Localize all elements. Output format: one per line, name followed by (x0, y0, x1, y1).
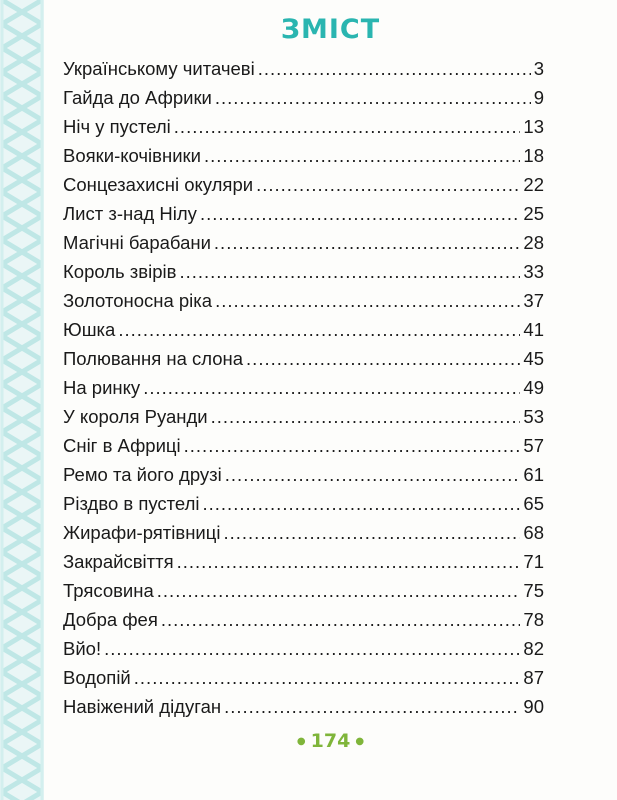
toc-entry-page: 75 (523, 580, 544, 601)
toc-entry-title: Українському читачеві (63, 58, 255, 79)
toc-entry[interactable] (63, 692, 544, 721)
toc-entry-page: 87 (523, 667, 544, 688)
toc-entry-page: 49 (523, 377, 544, 398)
toc-entry-title: Закрайсвіття (63, 551, 174, 572)
toc-entry-title: Ніч у пустелі (63, 116, 171, 137)
toc-entry-title: Ремо та його друзі (63, 464, 222, 485)
toc-entry[interactable] (63, 344, 544, 373)
toc-entry[interactable] (63, 431, 544, 460)
dot-leader (256, 170, 520, 199)
toc-entry-page: 71 (523, 551, 544, 572)
toc-entry[interactable] (63, 170, 544, 199)
toc-entry-title: У короля Руанди (63, 406, 208, 427)
toc-entry-title: На ринку (63, 377, 141, 398)
dot-leader (157, 576, 521, 605)
toc-entry-page: 41 (523, 319, 544, 340)
toc-entry-title: Король звірів (63, 261, 177, 282)
dot-leader (174, 112, 521, 141)
dot-leader (204, 141, 520, 170)
toc-entry-title: Юшка (63, 319, 116, 340)
toc-entry[interactable] (63, 605, 544, 634)
toc-entry[interactable] (63, 228, 544, 257)
toc-entry-title: Лист з-над Нілу (63, 203, 197, 224)
toc-entry-page: 82 (523, 638, 544, 659)
toc-entry-page: 37 (523, 290, 544, 311)
toc-entry-page: 53 (523, 406, 544, 427)
decorative-border (0, 0, 44, 800)
dot-leader (104, 634, 520, 663)
toc-entry-title: Сніг в Африці (63, 435, 181, 456)
toc-entry[interactable] (63, 315, 544, 344)
toc-entry[interactable] (63, 54, 544, 83)
table-of-contents (63, 54, 544, 721)
toc-entry-page: 65 (523, 493, 544, 514)
toc-entry-title: Вйо! (63, 638, 102, 659)
ornament-dot-icon: ● (296, 736, 306, 747)
dot-leader (134, 663, 521, 692)
toc-entry-title: Полювання на слона (63, 348, 244, 369)
toc-entry-page: 90 (523, 696, 544, 717)
toc-entry-title: Жирафи-рятівниці (63, 522, 221, 543)
dot-leader (177, 547, 521, 576)
toc-entry-page: 61 (523, 464, 544, 485)
toc-entry-title: Навіжений дідуган (63, 696, 222, 717)
dot-leader (211, 402, 521, 431)
dot-leader (225, 460, 521, 489)
toc-entry-page: 13 (523, 116, 544, 137)
toc-entry[interactable] (63, 83, 544, 112)
toc-entry[interactable] (63, 257, 544, 286)
dot-leader (215, 286, 520, 315)
dot-leader (214, 228, 521, 257)
toc-entry[interactable] (63, 112, 544, 141)
toc-entry[interactable] (63, 373, 544, 402)
toc-entry-title: Магічні барабани (63, 232, 211, 253)
toc-entry[interactable] (63, 518, 544, 547)
dot-leader (203, 489, 521, 518)
toc-entry-title: Добра фея (63, 609, 158, 630)
toc-entry-title: Сонцезахисні окуляри (63, 174, 254, 195)
dot-leader (246, 344, 520, 373)
toc-entry-page: 22 (523, 174, 544, 195)
dot-leader (143, 373, 520, 402)
ornament-dot-icon: ● (355, 736, 365, 747)
toc-entry-page: 68 (523, 522, 544, 543)
toc-entry-page: 3 (533, 58, 544, 79)
toc-entry-title: Різдво в пустелі (63, 493, 200, 514)
toc-entry-page: 18 (523, 145, 544, 166)
toc-entry[interactable] (63, 634, 544, 663)
toc-entry-title: Водопій (63, 667, 131, 688)
lattice-pattern-icon (0, 0, 44, 800)
toc-entry[interactable] (63, 547, 544, 576)
dot-leader (215, 83, 531, 112)
toc-entry-title: Гайда до Африки (63, 87, 212, 108)
dot-leader (179, 257, 520, 286)
toc-entry-title: Трясовина (63, 580, 154, 601)
toc-entry[interactable] (63, 286, 544, 315)
toc-entry-title: Вояки-кочівники (63, 145, 201, 166)
toc-entry-page: 25 (523, 203, 544, 224)
dot-leader (118, 315, 520, 344)
toc-entry[interactable] (63, 141, 544, 170)
dot-leader (200, 199, 520, 228)
toc-entry-page: 33 (523, 261, 544, 282)
toc-entry-title: Золотоносна ріка (63, 290, 213, 311)
page-title: ЗМІСТ (280, 14, 381, 45)
dot-leader (161, 605, 521, 634)
toc-entry-page: 9 (533, 87, 544, 108)
toc-entry-page: 28 (523, 232, 544, 253)
toc-entry[interactable] (63, 199, 544, 228)
toc-entry[interactable] (63, 460, 544, 489)
page-number: 174 (310, 730, 351, 752)
toc-entry-page: 57 (523, 435, 544, 456)
page-number-footer (44, 730, 617, 752)
dot-leader (184, 431, 521, 460)
toc-entry[interactable] (63, 402, 544, 431)
toc-entry[interactable] (63, 663, 544, 692)
toc-entry-page: 78 (523, 609, 544, 630)
toc-entry[interactable] (63, 576, 544, 605)
dot-leader (224, 692, 520, 721)
dot-leader (258, 54, 531, 83)
toc-entry-page: 45 (523, 348, 544, 369)
dot-leader (223, 518, 520, 547)
toc-entry[interactable] (63, 489, 544, 518)
